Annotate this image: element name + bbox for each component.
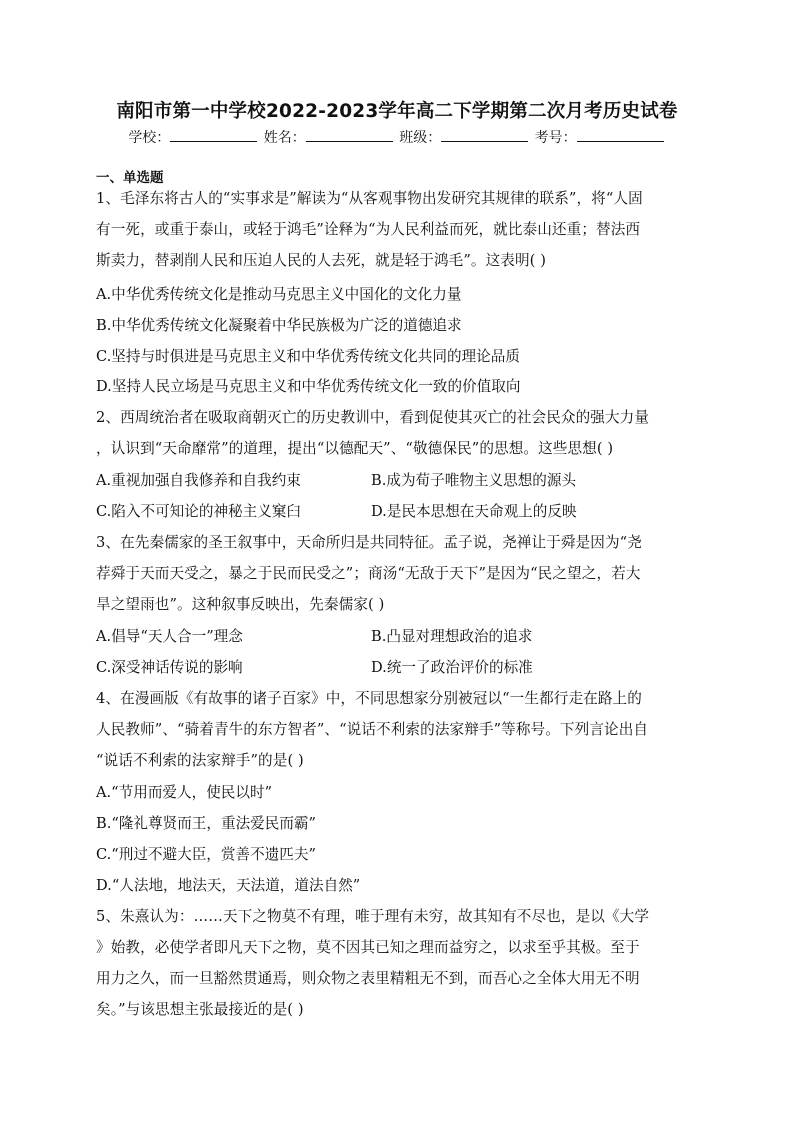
q3-option-c: C.深受神话传说的影响 xyxy=(96,659,243,676)
q4-line-1: 4、在漫画版《有故事的诸子百家》中，不同思想家分别被冠以“一生都行走在路上的 xyxy=(96,690,642,707)
q1-option-d: D.坚持人民立场是马克思主义和中华优秀传统文化一致的价值取向 xyxy=(96,378,521,395)
q1-option-c: C.坚持与时俱进是马克思主义和中华优秀传统文化共同的理论品质 xyxy=(96,348,520,365)
q4-line-2: 人民教师”、“骑着青牛的东方智者”、“说话不利索的法家辩手”等称号。下列言论出自 xyxy=(96,721,649,738)
q2-line-1: 2、西周统治者在吸取商朝灭亡的历史教训中，看到促使其灭亡的社会民众的强大力量 xyxy=(96,409,650,426)
school-label: 学校： xyxy=(128,130,171,146)
q5-line-4: 矣。”与该思想主张最接近的是( ) xyxy=(96,1001,304,1018)
q4-option-d: D.“人法地，地法天，天法道，道法自然” xyxy=(96,877,361,894)
name-blank[interactable] xyxy=(306,127,393,142)
q5-line-3: 用力之久，而一旦豁然贯通焉，则众物之表里精粗无不到，而吾心之全体大用无不明 xyxy=(96,970,640,987)
q2-option-c: C.陷入不可知论的神秘主义窠臼 xyxy=(96,503,302,520)
q4-option-c: C.“刑过不避大臣，赏善不遗匹夫” xyxy=(96,846,316,863)
q3-line-2: 荐舜于天而天受之，暴之于民而民受之”；商汤“无敌于天下”是因为“民之望之，若大 xyxy=(96,565,641,582)
q3-line-1: 3、在先秦儒家的圣王叙事中，天命所归是共同特征。孟子说，尧禅让于舜是因为“尧 xyxy=(96,534,642,551)
q4-option-a: A.“节用而爱人，使民以时” xyxy=(96,784,273,801)
exam-number-blank[interactable] xyxy=(577,127,664,142)
school-blank[interactable] xyxy=(170,127,257,142)
class-label: 班级： xyxy=(399,130,442,146)
q2-option-b: B.成为荀子唯物主义思想的源头 xyxy=(371,472,577,489)
q5-line-2: 》始教，必使学者即凡天下之物，莫不因其已知之理而益穷之，以求至乎其极。至于 xyxy=(96,939,640,956)
q3-option-d: D.统一了政治评价的标准 xyxy=(371,659,533,676)
q4-line-3: “说话不利索的法家辩手”的是( ) xyxy=(96,752,304,769)
student-info-row xyxy=(0,127,794,147)
q2-option-d: D.是民本思想在天命观上的反映 xyxy=(371,503,577,520)
name-label: 姓名： xyxy=(263,130,306,146)
q2-line-2: ，认识到“天命靡常”的道理，提出“以德配天”、“敬德保民”的思想。这些思想( ) xyxy=(96,440,614,457)
q4-option-b: B.“隆礼尊贤而王，重法爱民而霸” xyxy=(96,815,317,832)
q5-line-1: 5、朱熹认为：……天下之物莫不有理，唯于理有未穷，故其知有不尽也，是以《大学 xyxy=(96,908,650,925)
q1-option-a: A.中华优秀传统文化是推动马克思主义中国化的文化力量 xyxy=(96,286,462,303)
q1-line-1: 1、毛泽东将古人的“实事求是”解读为“从客观事物出发研究其规律的联系”，将“人固 xyxy=(96,190,643,207)
q1-line-3: 斯卖力，替剥削人民和压迫人民的人去死，就是轻于鸿毛”。这表明( ) xyxy=(96,252,547,269)
q3-line-3: 旱之望雨也”。这种叙事反映出，先秦儒家( ) xyxy=(96,596,385,613)
exam-number-label: 考号： xyxy=(534,130,577,146)
q1-option-b: B.中华优秀传统文化凝聚着中华民族极为广泛的道德追求 xyxy=(96,317,462,334)
q3-option-b: B.凸显对理想政治的追求 xyxy=(371,628,533,645)
q1-line-2: 有一死，或重于泰山，或轻于鸿毛”诠释为“为人民利益而死，就比泰山还重；替法西 xyxy=(96,221,641,238)
class-blank[interactable] xyxy=(441,127,528,142)
section-heading: 一、单选题 xyxy=(96,170,164,186)
q2-option-a: A.重视加强自我修养和自我约束 xyxy=(96,472,301,489)
page-title: 南阳市第一中学校2022-2023学年高二下学期第二次月考历史试卷 xyxy=(116,101,678,122)
q3-option-a: A.倡导“天人合一”理念 xyxy=(96,628,243,645)
